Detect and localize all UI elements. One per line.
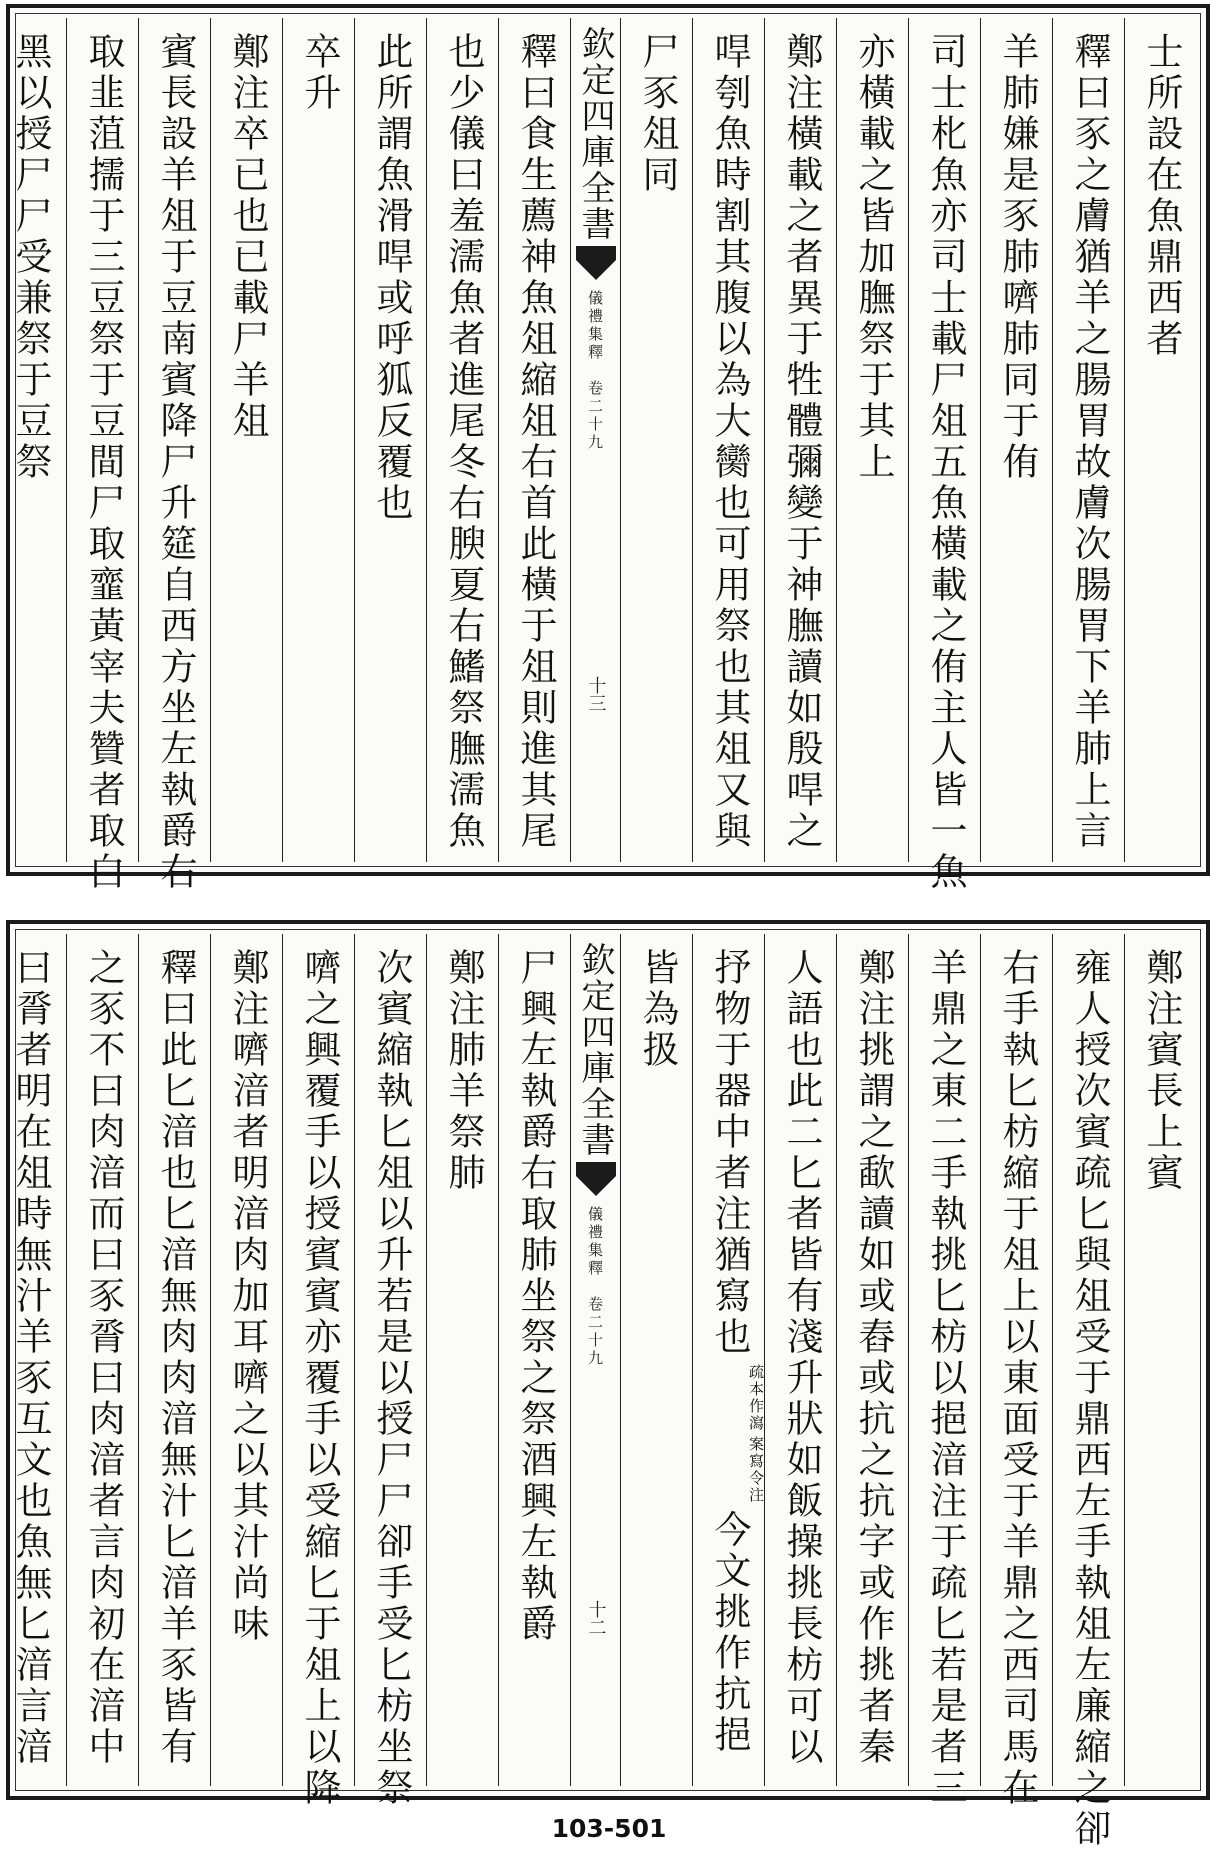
text-column: 釋曰此匕湆也匕湆無肉肉湆無汁匕湆羊豕皆有 <box>138 934 210 1786</box>
text-column: 嚌之興覆手以授賓賓亦覆手以受縮匕于俎上以降 <box>282 934 354 1786</box>
text-column: 尸豕俎同 <box>620 18 692 862</box>
book-title: 欽定四庫全書 <box>575 942 615 1158</box>
center-margin <box>570 934 620 1786</box>
center-margin <box>570 18 620 862</box>
text-column: 次賓縮執匕俎以升若是以授尸尸卻手受匕枋坐祭 <box>354 934 426 1786</box>
text-column: 卒升 <box>282 18 354 862</box>
text-column: 皆為扱 <box>620 934 692 1786</box>
text-column: 亦橫載之皆加膴祭于其上 <box>836 18 908 862</box>
text-column: 之豕不曰肉湆而曰豕脀曰肉湆者言肉初在湆中 <box>66 934 138 1786</box>
text-column: 此所謂魚滑哻或呼狐反覆也 <box>354 18 426 862</box>
text-column: 士所設在魚鼎西者 <box>1124 18 1196 862</box>
book-title: 欽定四庫全書 <box>575 26 615 242</box>
fishtail-mark-icon <box>576 1162 616 1196</box>
text-column: 鄭注嚌湆者明湆肉加耳嚌之以其汁尚味 <box>210 934 282 1786</box>
text-column: 雍人授次賓疏匕與俎受于鼎西左手執俎左廉縮之卻 <box>1052 934 1124 1786</box>
text-column: 鄭注卒已也已載尸羊俎 <box>210 18 282 862</box>
text-column: 尸興左執爵右取肺坐祭之祭酒興左執爵 <box>498 934 570 1786</box>
top-columns <box>9 18 1196 893</box>
page-number: 十二 <box>585 1600 607 1636</box>
text-column: 鄭注肺羊祭肺 <box>426 934 498 1786</box>
text-column: 也少儀曰羞濡魚者進尾冬右腴夏右鰭祭膴濡魚 <box>426 18 498 862</box>
text-column: 司士朼魚亦司士載尸俎五魚橫載之侑主人皆一魚 <box>908 18 980 862</box>
text-column: 鄭注挑謂之歃讀如或舂或抗之抗字或作挑者秦 <box>836 934 908 1786</box>
small-note: 案寫令注 疏本作瀉 <box>747 1364 765 1504</box>
text-column: 羊肺嫌是豕肺嚌肺同于侑 <box>980 18 1052 862</box>
text-column: 釋曰豕之膚猶羊之腸胃故膚次腸胃下羊肺上言 <box>1052 18 1124 862</box>
fishtail-mark-icon <box>576 246 616 280</box>
volume-label: 儀禮集釋 卷二十九 <box>586 290 604 452</box>
text-column: 右手執匕枋縮于俎上以東面受于羊鼎之西司馬在 <box>980 934 1052 1786</box>
text-column: 人語也此二匕者皆有淺升狀如飯操挑長枋可以 <box>764 934 836 1786</box>
text-column: 哻刳魚時割其腹以為大臠也可用祭也其俎又與 <box>692 18 764 862</box>
text-column: 羊鼎之東二手執挑匕枋以挹湆注于疏匕若是者三 <box>908 934 980 1786</box>
volume-label: 儀禮集釋 卷二十九 <box>586 1206 604 1368</box>
top-page <box>6 4 1210 893</box>
text-column: 釋曰食生薦神魚俎縮俎右首此橫于俎則進其尾 <box>498 18 570 862</box>
text-column: 鄭注賓長上賓 <box>1124 934 1196 1786</box>
text-column: 鄭注橫載之者異于牲體彌變于神膴讀如殷哻之 <box>764 18 836 862</box>
text-column-with-note: 抒物于器中者注猶寫也 案寫令注 疏本作瀉 今文挑作抗挹 <box>692 934 764 1786</box>
text-column: 取韭菹擩于三豆祭于豆間尸取韲黃宰夫贊者取白 <box>66 18 138 862</box>
page-number: 十三 <box>585 676 607 712</box>
text-column: 黑以授尸尸受兼祭于豆祭 <box>9 32 52 483</box>
text-column: 曰脀者明在俎時無汁羊豕互文也魚無匕湆言湆 <box>9 948 52 1768</box>
catalog-page-number: 103-501 <box>551 1814 667 1843</box>
text-column: 賓長設羊俎于豆南賓降尸升筵自西方坐左執爵右 <box>138 18 210 862</box>
